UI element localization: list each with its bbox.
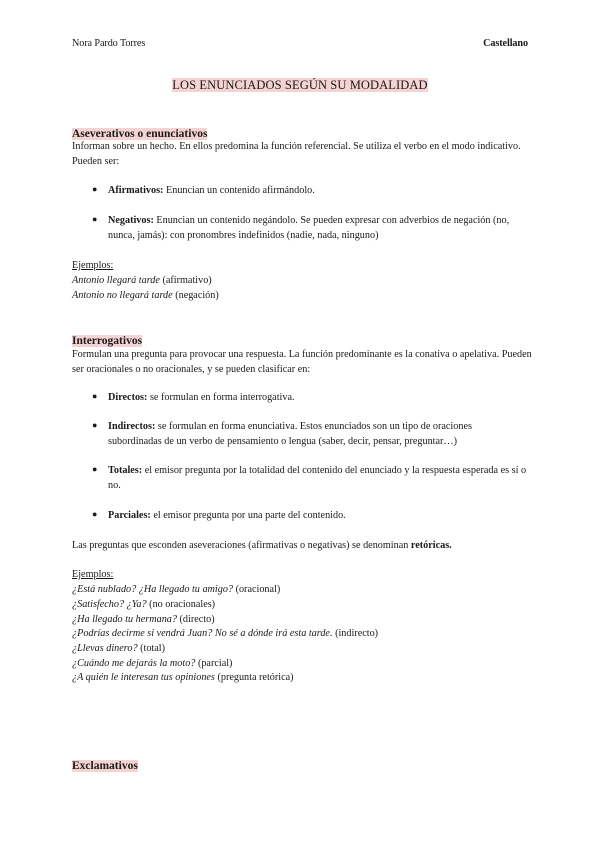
- list-item-indirectos: Indirectos: se formulan en forma enunciativa. Estos enunciados son un tipo de oraciones subordinadas de un verbo de pensamiento o lengua (saber, decir, pensar, preguntar…): [108, 421, 472, 447]
- bullet-icon: ●: [92, 464, 98, 474]
- bullet-icon: ●: [92, 420, 98, 430]
- example-line: Antonio no llegará tarde (negación): [72, 290, 219, 301]
- section-heading-interrogativos: Interrogativos: [72, 335, 143, 347]
- list-item-term: Afirmativos:: [108, 185, 164, 196]
- examples-label: Ejemplos:: [72, 569, 114, 580]
- section-heading-exclamativos: Exclamativos: [72, 760, 138, 772]
- section-3-heading-wrapper: [72, 756, 138, 774]
- example-line: ¿Podrías decirme si vendrá Juan? No sé a dónde irá esta tarde. (indirecto): [72, 628, 379, 639]
- list-item-afirmativos: [108, 183, 528, 198]
- header-subject: Castellano: [483, 38, 528, 49]
- list-item-parciales: Parciales: el emisor pregunta por una parte del contenido.: [108, 510, 346, 521]
- list-item-directos: Directos: se formulan en forma interrogativa.: [108, 392, 295, 403]
- list-item-negativos: [108, 213, 528, 243]
- examples-label: Ejemplos:: [72, 260, 114, 271]
- example-line: ¿Está nublado? ¿Ha llegado tu amigo? (oracional): [72, 584, 281, 595]
- title-wrapper: [0, 76, 600, 94]
- bullet-icon: ●: [92, 184, 98, 194]
- example-line: ¿Ha llegado tu hermana? (directo): [72, 614, 215, 625]
- page-title: LOS ENUNCIADOS SEGÚN SU MODALIDAD: [172, 78, 428, 92]
- list-item-text: Enuncian un contenido negándolo. Se pueden expresar con adverbios de negación (no, nunca, jamás): con pronombres indefinidos (nadie, nada, ninguno): [108, 215, 510, 241]
- example-line: ¿Satisfecho? ¿Ya? (no oracionales): [72, 599, 216, 610]
- bullet-icon: ●: [92, 214, 98, 224]
- rhetorical-paragraph: Las preguntas que esconden aseveraciones (afirmativas o negativas) se denominan retóricas.: [72, 540, 452, 551]
- bullet-icon: ●: [92, 509, 98, 519]
- list-item-text: Enuncian un contenido afirmándolo.: [163, 185, 315, 196]
- example-line: ¿A quién le interesan tus opiniones (pregunta retórica): [72, 672, 294, 683]
- section-1-intro: Informan sobre un hecho. En ellos predomina la función referencial. Se utiliza el verbo en el modo indicativo. Pueden ser:: [72, 141, 521, 167]
- list-item-term: Negativos:: [108, 215, 154, 226]
- list-item-totales: Totales: el emisor pregunta por la totalidad del contenido del enunciado y la respuesta esperada es sí o no.: [108, 465, 527, 491]
- header-author: Nora Pardo Torres: [72, 38, 146, 49]
- section-heading-aseverativos: Aseverativos o enunciativos: [72, 128, 208, 140]
- example-line: Antonio llegará tarde (afirmativo): [72, 275, 212, 286]
- example-line: ¿Llevas dinero? (total): [72, 643, 166, 654]
- bullet-icon: ●: [92, 391, 98, 401]
- example-line: ¿Cuándo me dejarás la moto? (parcial): [72, 658, 233, 669]
- section-2-intro: Formulan una pregunta para provocar una respuesta. La función predominante es la conativa o apelativa. Pueden ser oracionales o no oracionales, y se pueden clasificar en:: [72, 349, 532, 375]
